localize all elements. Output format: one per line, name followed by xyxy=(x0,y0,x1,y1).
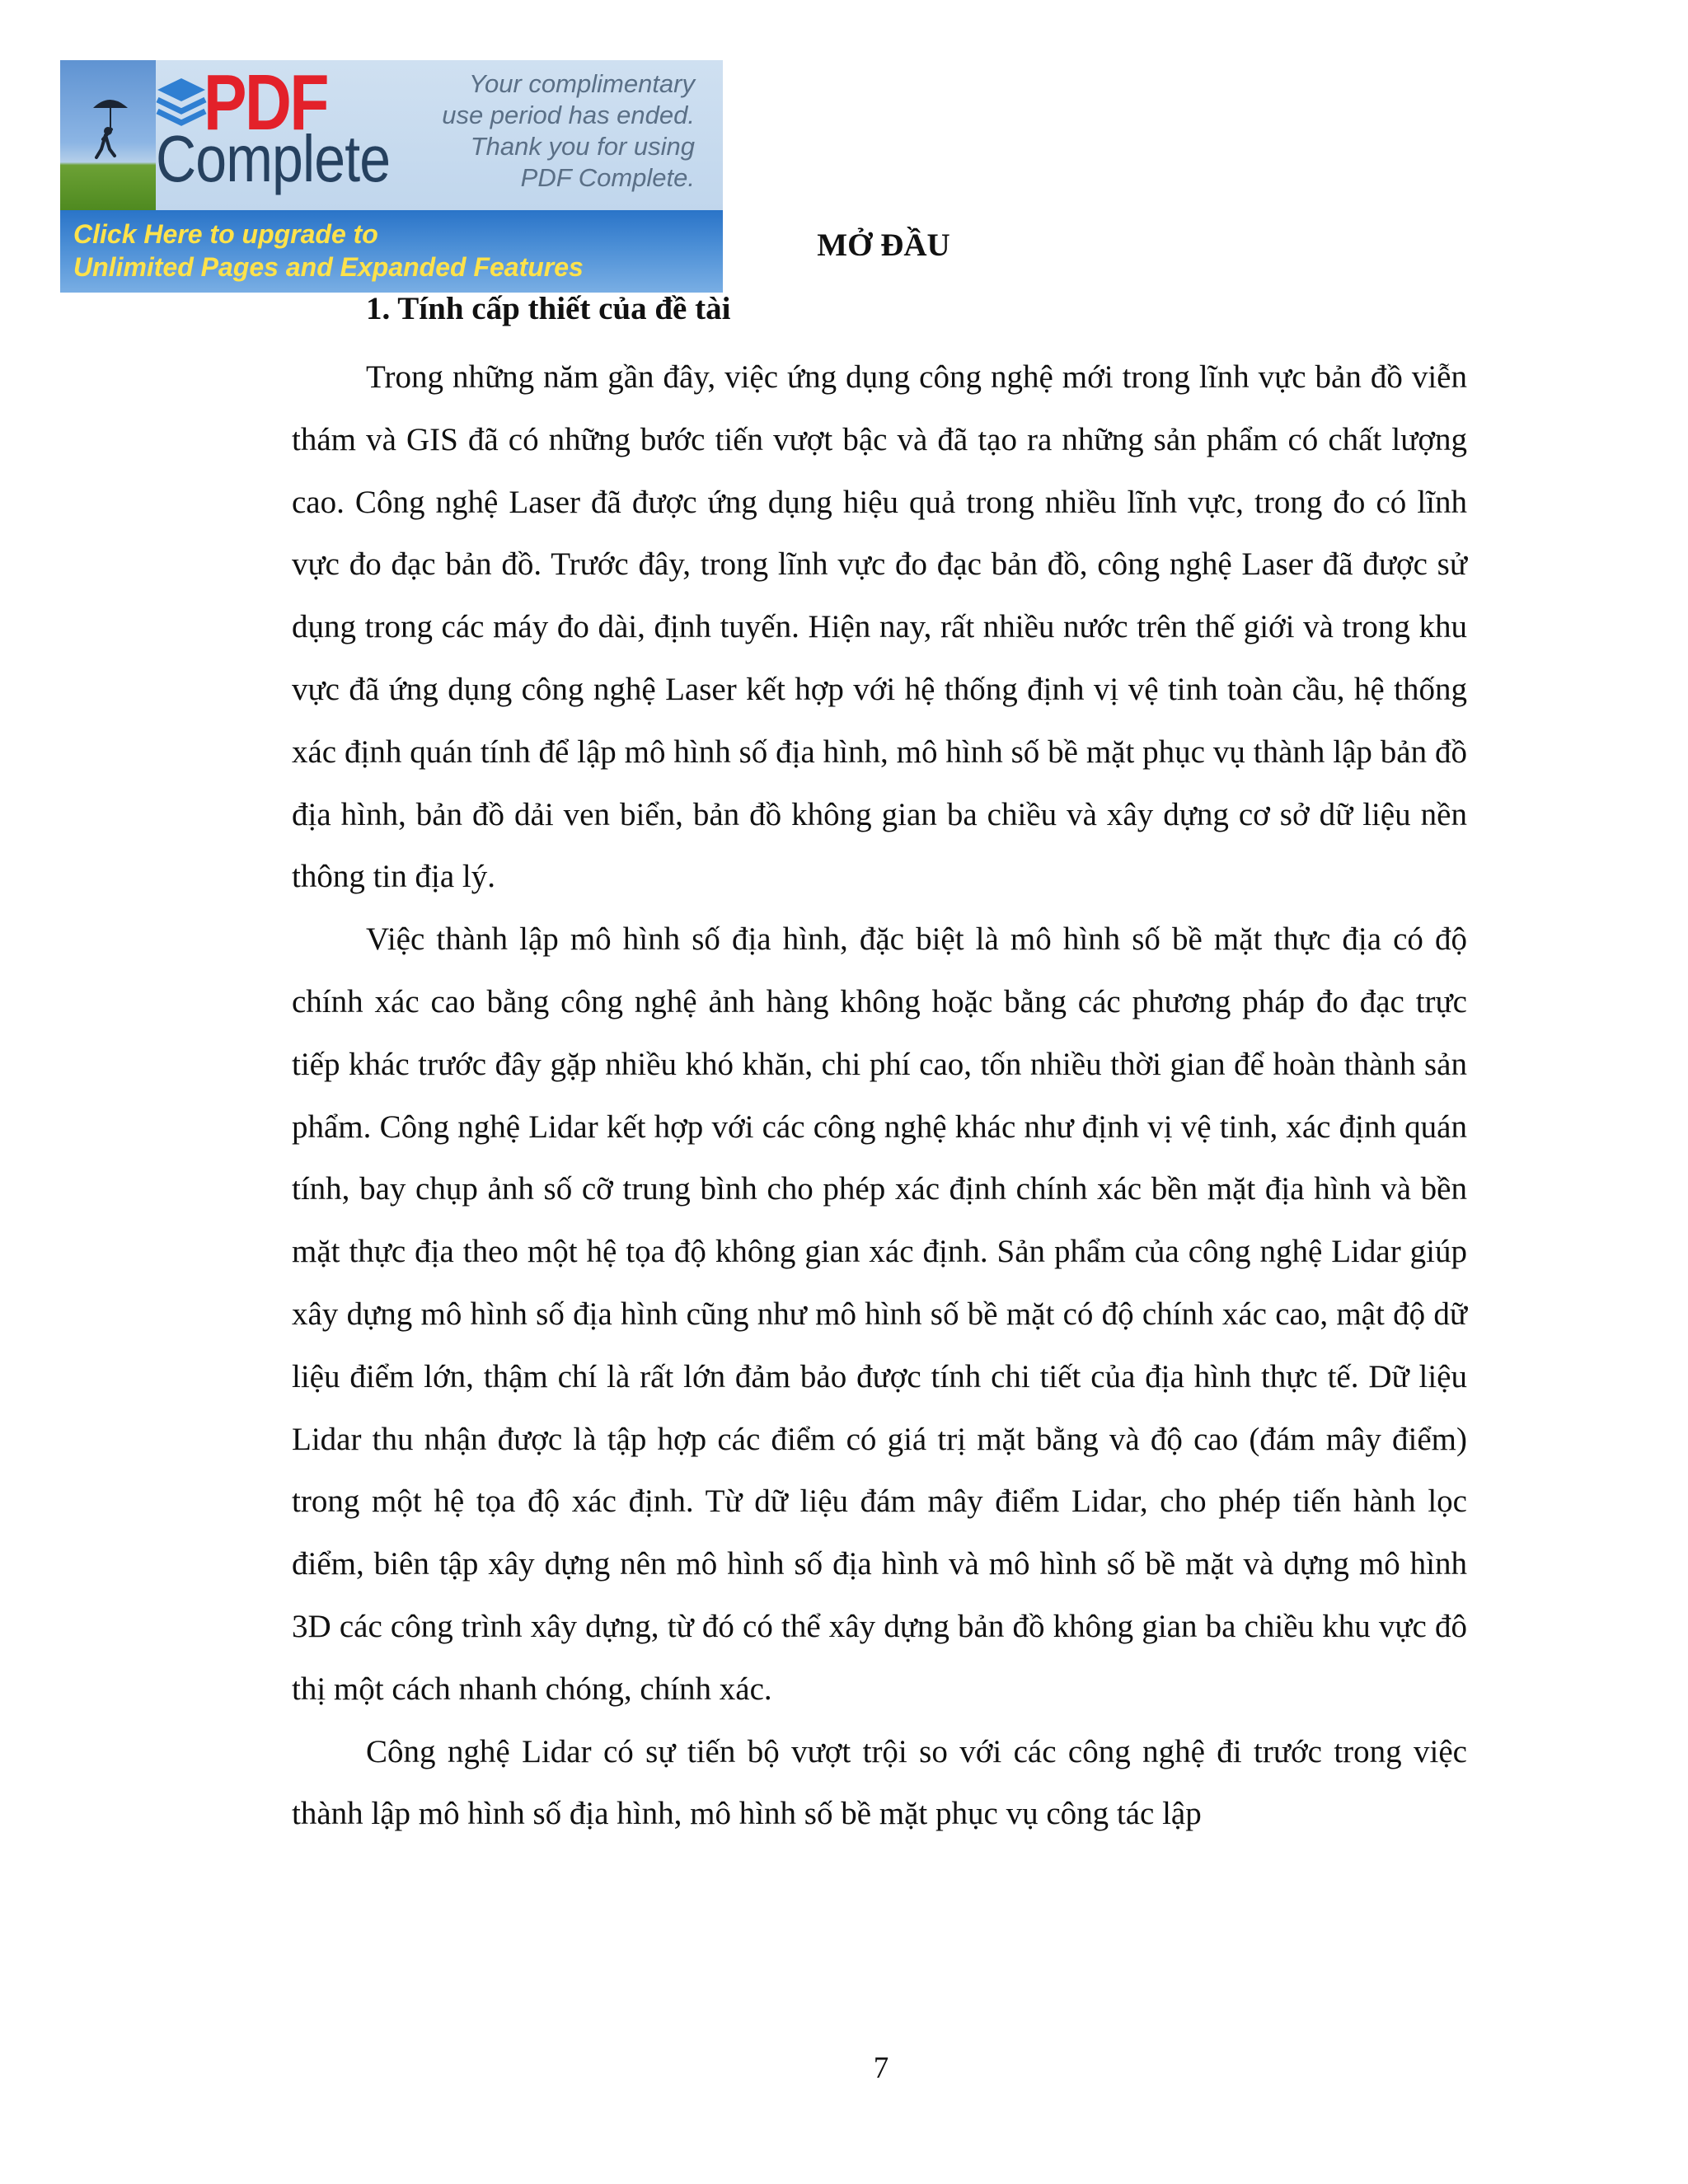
trial-notice-line: Your complimentary xyxy=(469,69,695,98)
body-paragraph: Việc thành lập mô hình số địa hình, đặc biệt là mô hình số bề mặt thực địa có độ chính xác cao bằng công nghệ ảnh hàng không hoặc bằng các phương pháp đo đạc trực tiếp khác trước đây gặp nhiều khó khăn, chi phí cao, tốn nhiều thời gian để hoàn thành sản phẩm. Công nghệ Lidar kết hợp với các công nghệ khác như định vị vệ tinh, xác định quán tính, bay chụp ảnh số cỡ trung bình cho phép xác định chính xác bền mặt địa hình và bền mặt thực địa theo một hệ tọa độ không gian xác định. Sản phẩm của công nghệ Lidar giúp xây dựng mô hình số địa hình cũng như mô hình số bề mặt có độ chính xác cao, mật độ dữ liệu điểm lớn, thậm chí là rất lớn đảm bảo được tính chi tiết của địa hình thực tế. Dữ liệu Lidar thu nhận được là tập hợp các điểm có giá trị mặt bằng và độ cao (đám mây điểm) trong một hệ tọa độ xác định. Từ dữ liệu đám mây điểm Lidar, cho phép tiến hành lọc điểm, biên tập xây dựng nên mô hình số địa hình và mô hình số bề mặt và dựng mô hình 3D các công trình xây dựng, từ đó có thể xây dựng bản đồ không gian ba chiều khu vực đô thị một cách nhanh chóng, chính xác. xyxy=(292,921,1467,1707)
brand-complete: Complete xyxy=(156,122,391,195)
trial-notice xyxy=(398,68,695,194)
trial-notice-line: Thank you for using xyxy=(470,132,695,161)
body-paragraph: Trong những năm gần đây, việc ứng dụng công nghệ mới trong lĩnh vực bản đồ viễn thám và GIS đã có những bước tiến vượt bậc và đã tạo ra những sản phẩm có chất lượng cao. Công nghệ Laser đã được ứng dụng hiệu quả trong nhiều lĩnh vực, trong đo có lĩnh vực đo đạc bản đồ. Trước đây, trong lĩnh vực đo đạc bản đồ, công nghệ Laser đã được sử dụng trong các máy đo dài, định tuyến. Hiện nay, rất nhiều nước trên thế giới và trong khu vực đã ứng dụng công nghệ Laser kết hợp với hệ thống định vị vệ tinh toàn cầu, hệ thống xác định quán tính để lập mô hình số địa hình, mô hình số bề mặt phục vụ thành lập bản đồ địa hình, bản đồ dải ven biển, bản đồ không gian ba chiều và xây dựng cơ sở dữ liệu nền thông tin địa lý. xyxy=(292,359,1467,895)
upgrade-link-line[interactable]: Unlimited Pages and Expanded Features xyxy=(73,252,584,282)
body-paragraph: Công nghệ Lidar có sự tiến bộ vượt trội so với các công nghệ đi trước trong việc thành lập mô hình số địa hình, mô hình số bề mặt phục vụ công tác lập xyxy=(292,1733,1467,1832)
trial-notice-line: PDF Complete. xyxy=(520,163,695,192)
section-title: 1. Tính cấp thiết của đề tài xyxy=(366,291,731,326)
chapter-heading: MỞ ĐẦU xyxy=(817,227,950,263)
brand-pdf: PDF xyxy=(204,60,328,147)
page-number: 7 xyxy=(873,2051,889,2085)
banner-photo xyxy=(60,60,156,210)
trial-notice-line: use period has ended. xyxy=(442,101,695,129)
umbrella-figure-icon xyxy=(60,60,156,210)
document-body xyxy=(292,346,1467,1845)
upgrade-link-line[interactable]: Click Here to upgrade to xyxy=(73,219,378,249)
